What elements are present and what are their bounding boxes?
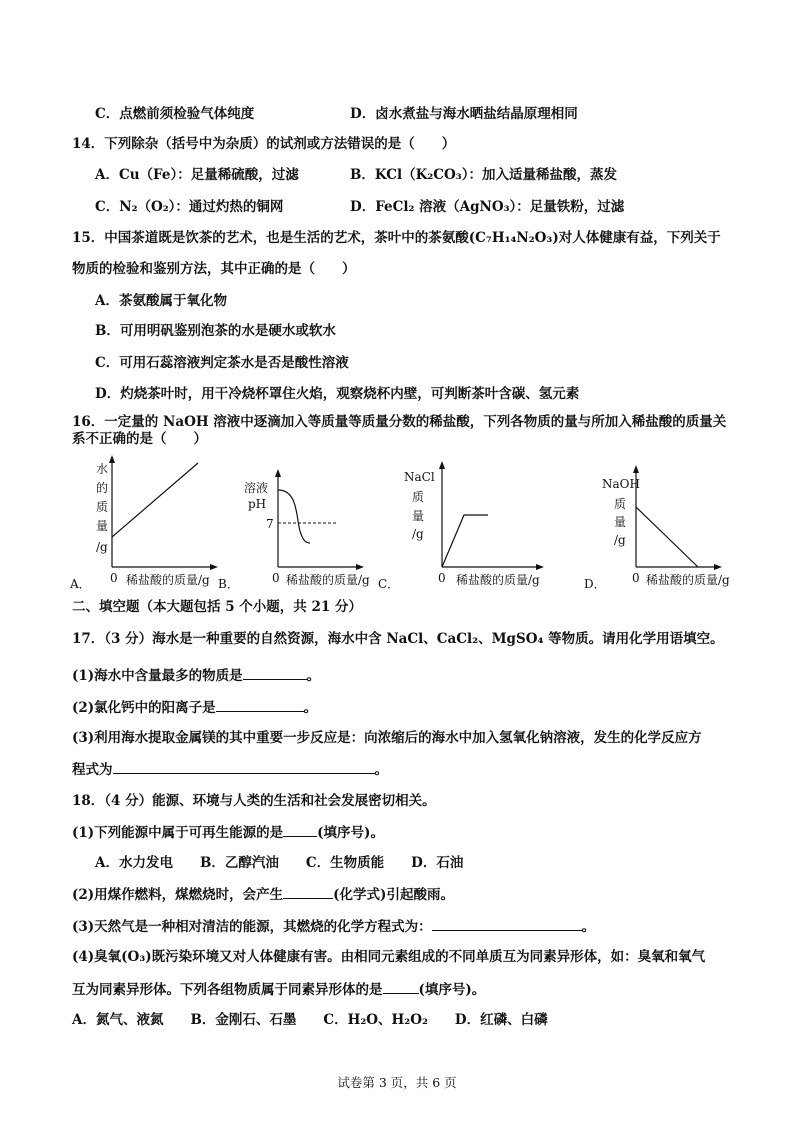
graph-a-origin: 0: [110, 571, 118, 585]
page-footer: 试卷第 3 页，共 6 页: [337, 1075, 457, 1090]
graph-c: [378, 455, 548, 595]
graph-c-xlabel: 稀盐酸的质量/g: [456, 573, 540, 587]
q15-option-a: A．茶氨酸属于氧化物: [95, 293, 227, 309]
graph-d-curve: [636, 507, 698, 567]
graph-a-y-arrow: [109, 455, 115, 463]
q17-part2-end: 。: [303, 700, 318, 716]
q18-part3-blank[interactable]: [432, 917, 582, 931]
q14-option-d: D．FeCl₂ 溶液（AgNO₃）：足量铁粉，过滤: [350, 199, 625, 215]
graph-d-ylabel-1: 质: [614, 497, 627, 511]
graph-a-x-arrow: [210, 564, 218, 570]
graph-d-plot: [580, 455, 730, 595]
graph-b-xlabel: 稀盐酸的质量/g: [286, 573, 370, 587]
q16-stem-line2: 系不正确的是（ ）: [72, 431, 207, 447]
graph-d-y-arrow: [633, 465, 639, 473]
q18-part4-options: A．氮气、液氮 B．金刚石、石墨 C．H₂O、H₂O₂ D．红磷、白磷: [72, 1012, 548, 1028]
q18-part2: [72, 885, 454, 904]
q14-option-b: B．KCl（K₂CO₃）：加入适量稀盐酸，蒸发: [350, 167, 617, 183]
q17-part3-text: 程式为: [72, 762, 113, 778]
graph-c-letter: C．: [378, 577, 400, 591]
q15-option-d: D．灼烧茶叶时，用干冷烧杯罩住火焰，观察烧杯内壁，可判断茶叶含碳、氢元素: [95, 386, 580, 402]
graph-b-curve: [278, 490, 310, 543]
graph-c-plot: [378, 455, 548, 595]
graph-d: [580, 455, 730, 595]
graph-b: [218, 455, 368, 595]
q18-part3-end: 。: [581, 919, 596, 935]
graph-c-x-arrow: [536, 564, 544, 570]
graph-a-ylabel-3: 量: [96, 519, 109, 533]
graph-d-ylabel-3: /g: [614, 533, 626, 547]
graph-c-origin: 0: [438, 571, 446, 585]
graph-b-tick-7: 7: [266, 517, 274, 531]
graph-c-ylabel-0: NaCl: [404, 470, 435, 484]
q17-part3-end: 。: [374, 762, 388, 778]
graph-a-ylabel-4: /g: [96, 540, 108, 554]
graph-b-ylabel-1: pH: [248, 497, 267, 511]
q17-stem: 17．（3 分）海水是一种重要的自然资源，海水中含 NaCl、CaCl₂、MgSO₄ 等物质。请用化学用语填空。: [72, 631, 724, 647]
graph-d-letter: D．: [584, 577, 606, 591]
q18-part3: [72, 917, 595, 936]
q15-option-c: C．可用石蕊溶液判定茶水是否是酸性溶液: [95, 355, 349, 371]
graph-c-ylabel-2: 量: [412, 509, 425, 523]
q18-part1: [72, 823, 384, 842]
q17-part3-line1: (3)利用海水提取金属镁的其中重要一步反应是：向浓缩后的海水中加入氢氧化钠溶液，发生的化学反应方: [72, 730, 702, 746]
graph-d-ylabel-2: 量: [614, 515, 627, 529]
q16-stem-line1: 16．一定量的 NaOH 溶液中逐滴加入等质量等质量分数的稀盐酸，下列各物质的量与所加入稀盐酸的质量关: [72, 414, 727, 430]
q14-option-a: A．Cu（Fe）：足量稀硫酸，过滤: [95, 167, 299, 183]
q17-part1-blank[interactable]: [243, 666, 307, 680]
graph-d-origin: 0: [632, 571, 640, 585]
q18-part4-line1: (4)臭氧(O₃)既污染环境又对人体健康有害。由相同元素组成的不同单质互为同素异形体，如：臭氧和氧气: [72, 949, 706, 965]
graph-b-y-arrow: [275, 469, 281, 477]
q15-option-b: B．可用明矾鉴别泡茶的水是硬水或软水: [95, 323, 336, 339]
q18-part4-text: 互为同素异形体。下列各组物质属于同素异形体的是: [72, 982, 383, 998]
q17-part1-end: 。: [306, 668, 321, 684]
graph-a-xlabel: 稀盐酸的质量/g: [126, 573, 210, 587]
graph-b-x-arrow: [356, 564, 364, 570]
q18-part4-blank[interactable]: [383, 980, 419, 994]
graph-c-curve: [442, 515, 488, 567]
q15-stem-line2: 物质的检验和鉴别方法，其中正确的是（ ）: [72, 261, 356, 277]
graph-a-curve: [112, 463, 198, 537]
q18-part3-text: (3)天然气是一种相对清洁的能源，其燃烧的化学方程式为：: [72, 919, 432, 935]
q18-part2-text: (2)用煤作燃料，煤燃烧时，会产生: [72, 887, 284, 903]
graph-a-plot: [70, 455, 220, 595]
q18-part4-line2: [72, 980, 485, 999]
q14-option-c: C．N₂（O₂）：通过灼热的铜网: [95, 199, 284, 215]
graph-a-ylabel-2: 质: [96, 500, 109, 514]
graph-b-plot: [218, 455, 368, 595]
q17-part3-line2: [72, 760, 388, 779]
graph-d-x-arrow: [714, 564, 722, 570]
graph-b-ylabel-0: 溶液: [244, 481, 269, 495]
q17-part2-text: (2)氯化钙中的阳离子是: [72, 700, 216, 716]
q17-part1: [72, 666, 320, 685]
graph-c-ylabel-1: 质: [412, 490, 425, 504]
graph-a-letter: A．: [70, 577, 91, 591]
graph-c-ylabel-3: /g: [412, 527, 424, 541]
q18-part1-tail: (填序号)。: [317, 825, 384, 841]
graph-c-y-arrow: [439, 461, 445, 469]
q17-part1-text: (1)海水中含量最多的物质是: [72, 668, 243, 684]
q18-part2-tail: (化学式)引起酸雨。: [333, 887, 454, 903]
graph-d-xlabel: 稀盐酸的质量/g: [646, 573, 730, 587]
q18-part2-blank[interactable]: [283, 885, 333, 899]
q18-part4-tail: (填序号)。: [418, 982, 486, 998]
q18-part1-text: (1)下列能源中属于可再生能源的是: [72, 825, 284, 841]
graph-a-ylabel-0: 水: [96, 462, 109, 476]
q13-option-c: C．点燃前须检验气体纯度: [95, 106, 255, 122]
graph-a: [70, 455, 220, 595]
q18-part1-blank[interactable]: [283, 823, 317, 837]
section-2-heading: 二、填空题（本大题包括 5 个小题，共 21 分）: [72, 599, 362, 615]
q18-stem: 18．（4 分）能源、环境与人类的生活和社会发展密切相关。: [72, 793, 436, 809]
q18-part1-options: A．水力发电 B．乙醇汽油 C．生物质能 D．石油: [95, 855, 464, 871]
q15-stem-line1: 15．中国茶道既是饮茶的艺术，也是生活的艺术，茶叶中的茶氨酸(C₇H₁₄N₂O₃)对人体健康有益，下列关于: [72, 230, 721, 246]
graph-d-ylabel-0: NaOH: [602, 477, 640, 491]
q17-part2-blank[interactable]: [216, 698, 304, 712]
graph-a-ylabel-1: 的: [96, 481, 109, 495]
q17-part3-blank[interactable]: [113, 760, 375, 774]
q17-part2: [72, 698, 317, 717]
graph-b-letter: B．: [218, 577, 239, 591]
q13-option-d: D．卤水煮盐与海水晒盐结晶原理相同: [350, 106, 578, 122]
graph-b-origin: 0: [272, 571, 280, 585]
q14-stem: 14．下列除杂（括号中为杂质）的试剂或方法错误的是（ ）: [72, 136, 456, 152]
